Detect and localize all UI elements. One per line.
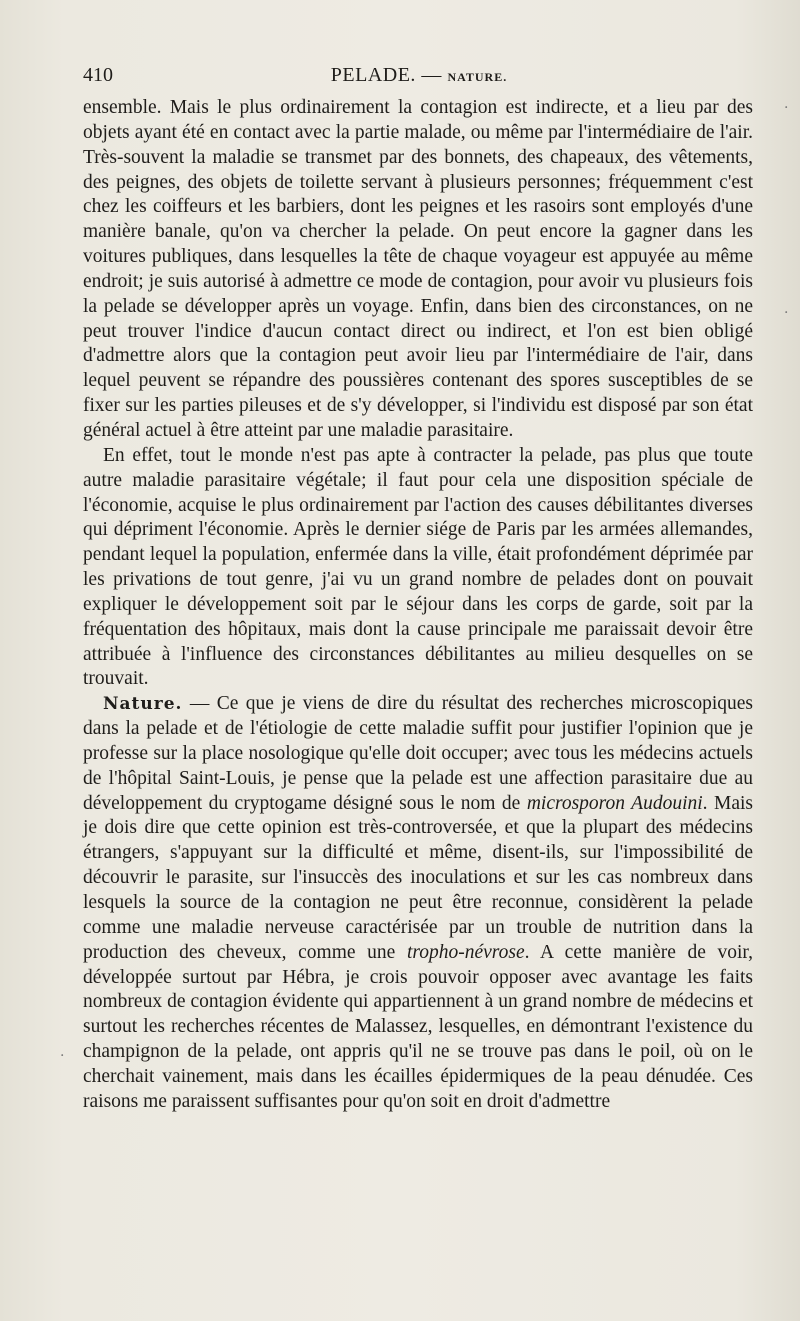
running-title-section: NATURE.	[447, 70, 508, 84]
paragraph-predisposition	[83, 444, 753, 692]
paragraph-predisposition-text: En effet, tout le monde n'est pas apte à contracter la pelade, pas plus que toute autre maladie parasitaire végétale; il faut pour cela une disposition spéciale de l'économie, acquise le plus ordinairement par l'action des causes débilitantes diverses qui dépriment l'économie. Après le dernier siége de Paris par les armées allemandes, pendant lequel la population, enfermée dans la ville, était profondément déprimée par les privations de tout genre, j'ai vu un grand nombre de pelades dont on pouvait expliquer le développement soit par le séjour dans les corps de garde, soit par la fréquentation des hôpitaux, mais dont la cause principale me paraissait devoir être attribuée à l'influence des circonstances débilitantes au milieu desquelles on se trouvait.	[83, 444, 753, 690]
margin-speck: ·	[60, 1048, 65, 1064]
margin-speck: ·	[784, 305, 789, 321]
page-header	[83, 64, 755, 90]
page-number: 410	[83, 64, 113, 86]
paragraph-nature-text-3: . A cette manière de voir, développée surtout par Hébra, je crois pouvoir opposer avec avantage les faits nombreux de contagion évidente qui appartiennent à un grand nombre de médecins et surtout les recherches récentes de Malassez, lesquelles, en démontrant l'existence du champignon de la pelade, ont appris qu'il ne se trouve pas dans le poil, où on le cherchait vainement, mais dans les écailles épidermiques de la peau dénudée. Ces raisons me paraissent suffisantes pour qu'on soit en droit d'admettre	[83, 941, 754, 1112]
paragraph-nature-text-2: . Mais je dois dire que cette opinion est très-controversée, et que la plupart des médecins étrangers, s'appuyant sur la difficulté et même, disent-ils, sur l'impossibilité de découvrir le parasite, sur l'insuccès des inoculations et sur les cas nombreux dans lesquels la source de la contagion ne peut être reconnue, considèrent la pelade comme une maladie nerveuse caractérisée par un trouble de nutrition dans la production des cheveux, comme une	[83, 792, 753, 963]
italic-microsporon: microsporon Audouini	[526, 792, 703, 814]
section-heading-nature: Nature.	[103, 694, 183, 715]
paragraph-nature	[83, 692, 753, 1114]
paragraph-contagion: ensemble. Mais le plus ordinairement la contagion est indirecte, et a lieu par des objets ayant été en contact avec la partie malade, ou même par l'intermédiaire de l'air. Très-souvent la maladie se transmet par des bonnets, des chapeaux, des vêtements, des peignes, des objets de toilette servant à plusieurs personnes; fréquemment c'est chez les coiffeurs et les barbiers, dont les peignes et les rasoirs sont employés d'une manière banale, qu'on va chercher la pelade. On peut encore la gagner dans les voitures publiques, dans lesquelles la tête de chaque voyageur est appuyée au même endroit; je suis autorisé à admettre ce mode de contagion, pour avoir vu plusieurs fois la pelade se développer après un voyage. Enfin, dans bien des circonstances, on ne peut trouver l'indice d'aucun contact direct ou indirect, et l'on est bien obligé d'admettre alors que la contagion peut avoir lieu par l'intermédiaire de l'air, dans lequel peuvent se répandre des poussières contenant des spores susceptibles de se fixer sur les parties pileuses et de s'y développer, si l'individu est disposé par son état général actuel à être atteint par une maladie parasitaire.	[83, 97, 753, 441]
italic-tropho-nevrose: tropho-névrose	[406, 941, 525, 963]
running-title	[83, 64, 755, 87]
page-body	[83, 96, 753, 1115]
paragraph-nature-text-1: — Ce que je viens de dire du résultat des recherches microscopiques dans la pelade et de l'étiologie de cette maladie suffit pour justifier l'opinion que je professe sur la place nosologique qu'elle doit occuper; avec tous les médecins actuels de l'hôpital Saint-Louis, je pense que la pelade est une affection parasitaire due au développement du cryptogame désigné sous le nom de	[83, 693, 753, 814]
running-title-main: PELADE. —	[330, 64, 442, 86]
margin-speck: ·	[784, 100, 789, 116]
